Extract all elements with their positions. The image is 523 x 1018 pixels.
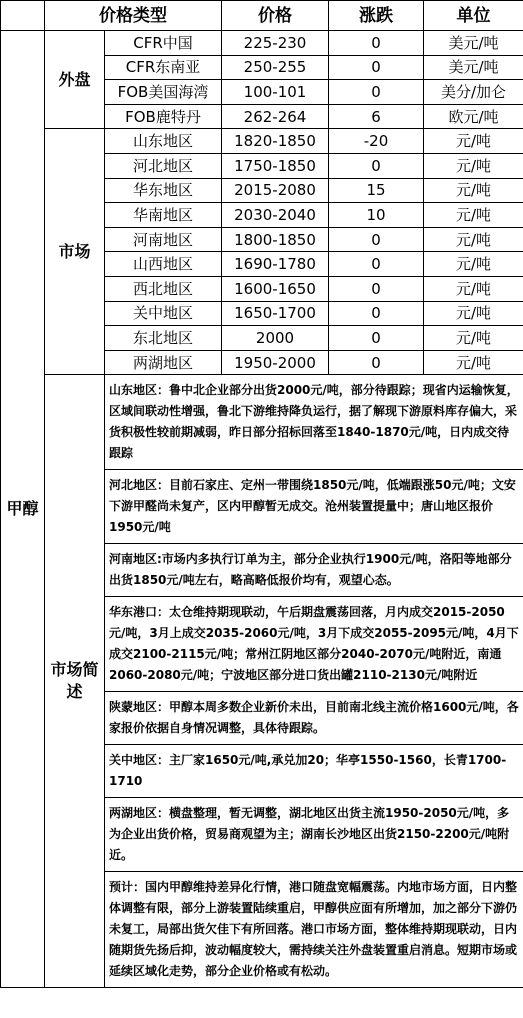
note-row (1, 375, 523, 470)
row-change: 0 (329, 227, 424, 252)
row-unit: 美元/吨 (424, 31, 523, 56)
note-east-china-port: 华东港口：太仓维持期现联动，午后期盘震荡回落，月内成交2015-2050元/吨，3月上成交2035-2060元/吨，3月下成交2055-2095元/吨，4月下成交2100-2115元/吨；常州江阴地区部分2040-2070元/吨附近，南通2060-2080元/吨；宁波地区部分进口货出罐2110-2130元/吨附近 (105, 597, 523, 692)
row-name: CFR中国 (105, 31, 222, 56)
row-name: 山东地区 (105, 129, 222, 154)
note-guanzhong: 关中地区：主厂家1650元/吨,承兑加20；华亭1550-1560，长青1700-1710 (105, 745, 523, 798)
row-change: 0 (329, 55, 424, 80)
row-unit: 美分/加仑 (424, 80, 523, 105)
row-name: 关中地区 (105, 301, 222, 326)
market-label: 市场 (45, 129, 105, 375)
header-type: 价格类型 (45, 1, 222, 31)
row-price: 1600-1650 (222, 276, 329, 301)
row-change: 15 (329, 178, 424, 203)
note-henan: 河南地区:市场内多执行订单为主，部分企业执行1900元/吨，洛阳等地部分出货1850元/吨左右，略高略低报价均有，观望心态。 (105, 544, 523, 597)
row-unit: 元/吨 (424, 227, 523, 252)
row-change: -20 (329, 129, 424, 154)
row-price: 1820-1850 (222, 129, 329, 154)
row-name: FOB鹿特丹 (105, 104, 222, 129)
row-unit: 元/吨 (424, 276, 523, 301)
row-name: FOB美国海湾 (105, 80, 222, 105)
row-price: 2000 (222, 326, 329, 351)
row-unit: 元/吨 (424, 350, 523, 375)
header-row (1, 1, 523, 31)
row-name: 山西地区 (105, 252, 222, 277)
row-price: 1950-2000 (222, 350, 329, 375)
row-name: 河北地区 (105, 153, 222, 178)
row-name: 西北地区 (105, 276, 222, 301)
row-change: 0 (329, 301, 424, 326)
note-shaanxi-inner-mongolia: 陕蒙地区：甲醇本周多数企业新价未出，目前南北线主流价格1600元/吨，各家报价依据自身情况调整，具体待跟踪。 (105, 692, 523, 745)
row-unit: 美元/吨 (424, 55, 523, 80)
row-name: 两湖地区 (105, 350, 222, 375)
row-name: 东北地区 (105, 326, 222, 351)
row-price: 2015-2080 (222, 178, 329, 203)
header-change: 涨跌 (329, 1, 424, 31)
row-unit: 元/吨 (424, 326, 523, 351)
row-price: 1650-1700 (222, 301, 329, 326)
row-price: 262-264 (222, 104, 329, 129)
table-row (1, 129, 523, 154)
row-price: 225-230 (222, 31, 329, 56)
row-change: 10 (329, 203, 424, 228)
table-row (1, 31, 523, 56)
row-price: 1690-1780 (222, 252, 329, 277)
row-change: 0 (329, 252, 424, 277)
row-name: 河南地区 (105, 227, 222, 252)
row-price: 2030-2040 (222, 203, 329, 228)
row-name: 华南地区 (105, 203, 222, 228)
row-change: 0 (329, 350, 424, 375)
note-forecast: 预计：国内甲醇维持差异化行情，港口随盘宽幅震荡。内地市场方面，日内整体调整有限，部分上游装置陆续重启，甲醇供应面有所增加，加之部分下游仍未复工，局部出货欠佳下有所回落。港口市场方面，整体维持期现联动，日内随期货先扬后抑，波动幅度较大，需持续关注外盘装置重启消息。短期市场或延续区域化走势，部分企业价格或有松动。 (105, 872, 523, 988)
row-change: 0 (329, 31, 424, 56)
row-unit: 元/吨 (424, 301, 523, 326)
note-lianghu: 两湖地区：横盘整理，暂无调整，湖北地区出货主流1950-2050元/吨，多为企业出货价格，贸易商观望为主；湖南长沙地区出货2150-2200元/吨附近。 (105, 798, 523, 872)
summary-label: 市场简述 (45, 375, 105, 988)
row-unit: 元/吨 (424, 252, 523, 277)
row-change: 0 (329, 276, 424, 301)
row-change: 0 (329, 326, 424, 351)
row-unit: 元/吨 (424, 178, 523, 203)
row-unit: 元/吨 (424, 203, 523, 228)
row-price: 1750-1850 (222, 153, 329, 178)
row-price: 100-101 (222, 80, 329, 105)
row-unit: 元/吨 (424, 129, 523, 154)
external-label: 外盘 (45, 31, 105, 129)
row-change: 0 (329, 153, 424, 178)
note-hebei: 河北地区：目前石家庄、定州一带围绕1850元/吨，低端跟涨50元/吨；文安下游甲醛尚未复产，区内甲醇暂无成交。沧州装置提量中；唐山地区报价1950元/吨 (105, 470, 523, 544)
row-unit: 欧元/吨 (424, 104, 523, 129)
row-unit: 元/吨 (424, 153, 523, 178)
header-blank-cell (1, 1, 45, 31)
header-price: 价格 (222, 1, 329, 31)
row-change: 0 (329, 80, 424, 105)
row-name: 华东地区 (105, 178, 222, 203)
row-price: 250-255 (222, 55, 329, 80)
row-change: 6 (329, 104, 424, 129)
note-shandong: 山东地区：鲁中北企业部分出货2000元/吨，部分待跟踪；现省内运输恢复，区域间联动性增强，鲁北下游维持降负运行，据了解现下游原料库存偏大，采货积极性较前期减弱，昨日部分招标回落至1840-1870元/吨，日内成交待跟踪 (105, 375, 523, 470)
commodity-name: 甲醇 (1, 31, 45, 988)
header-unit: 单位 (424, 1, 523, 31)
row-name: CFR东南亚 (105, 55, 222, 80)
row-price: 1800-1850 (222, 227, 329, 252)
